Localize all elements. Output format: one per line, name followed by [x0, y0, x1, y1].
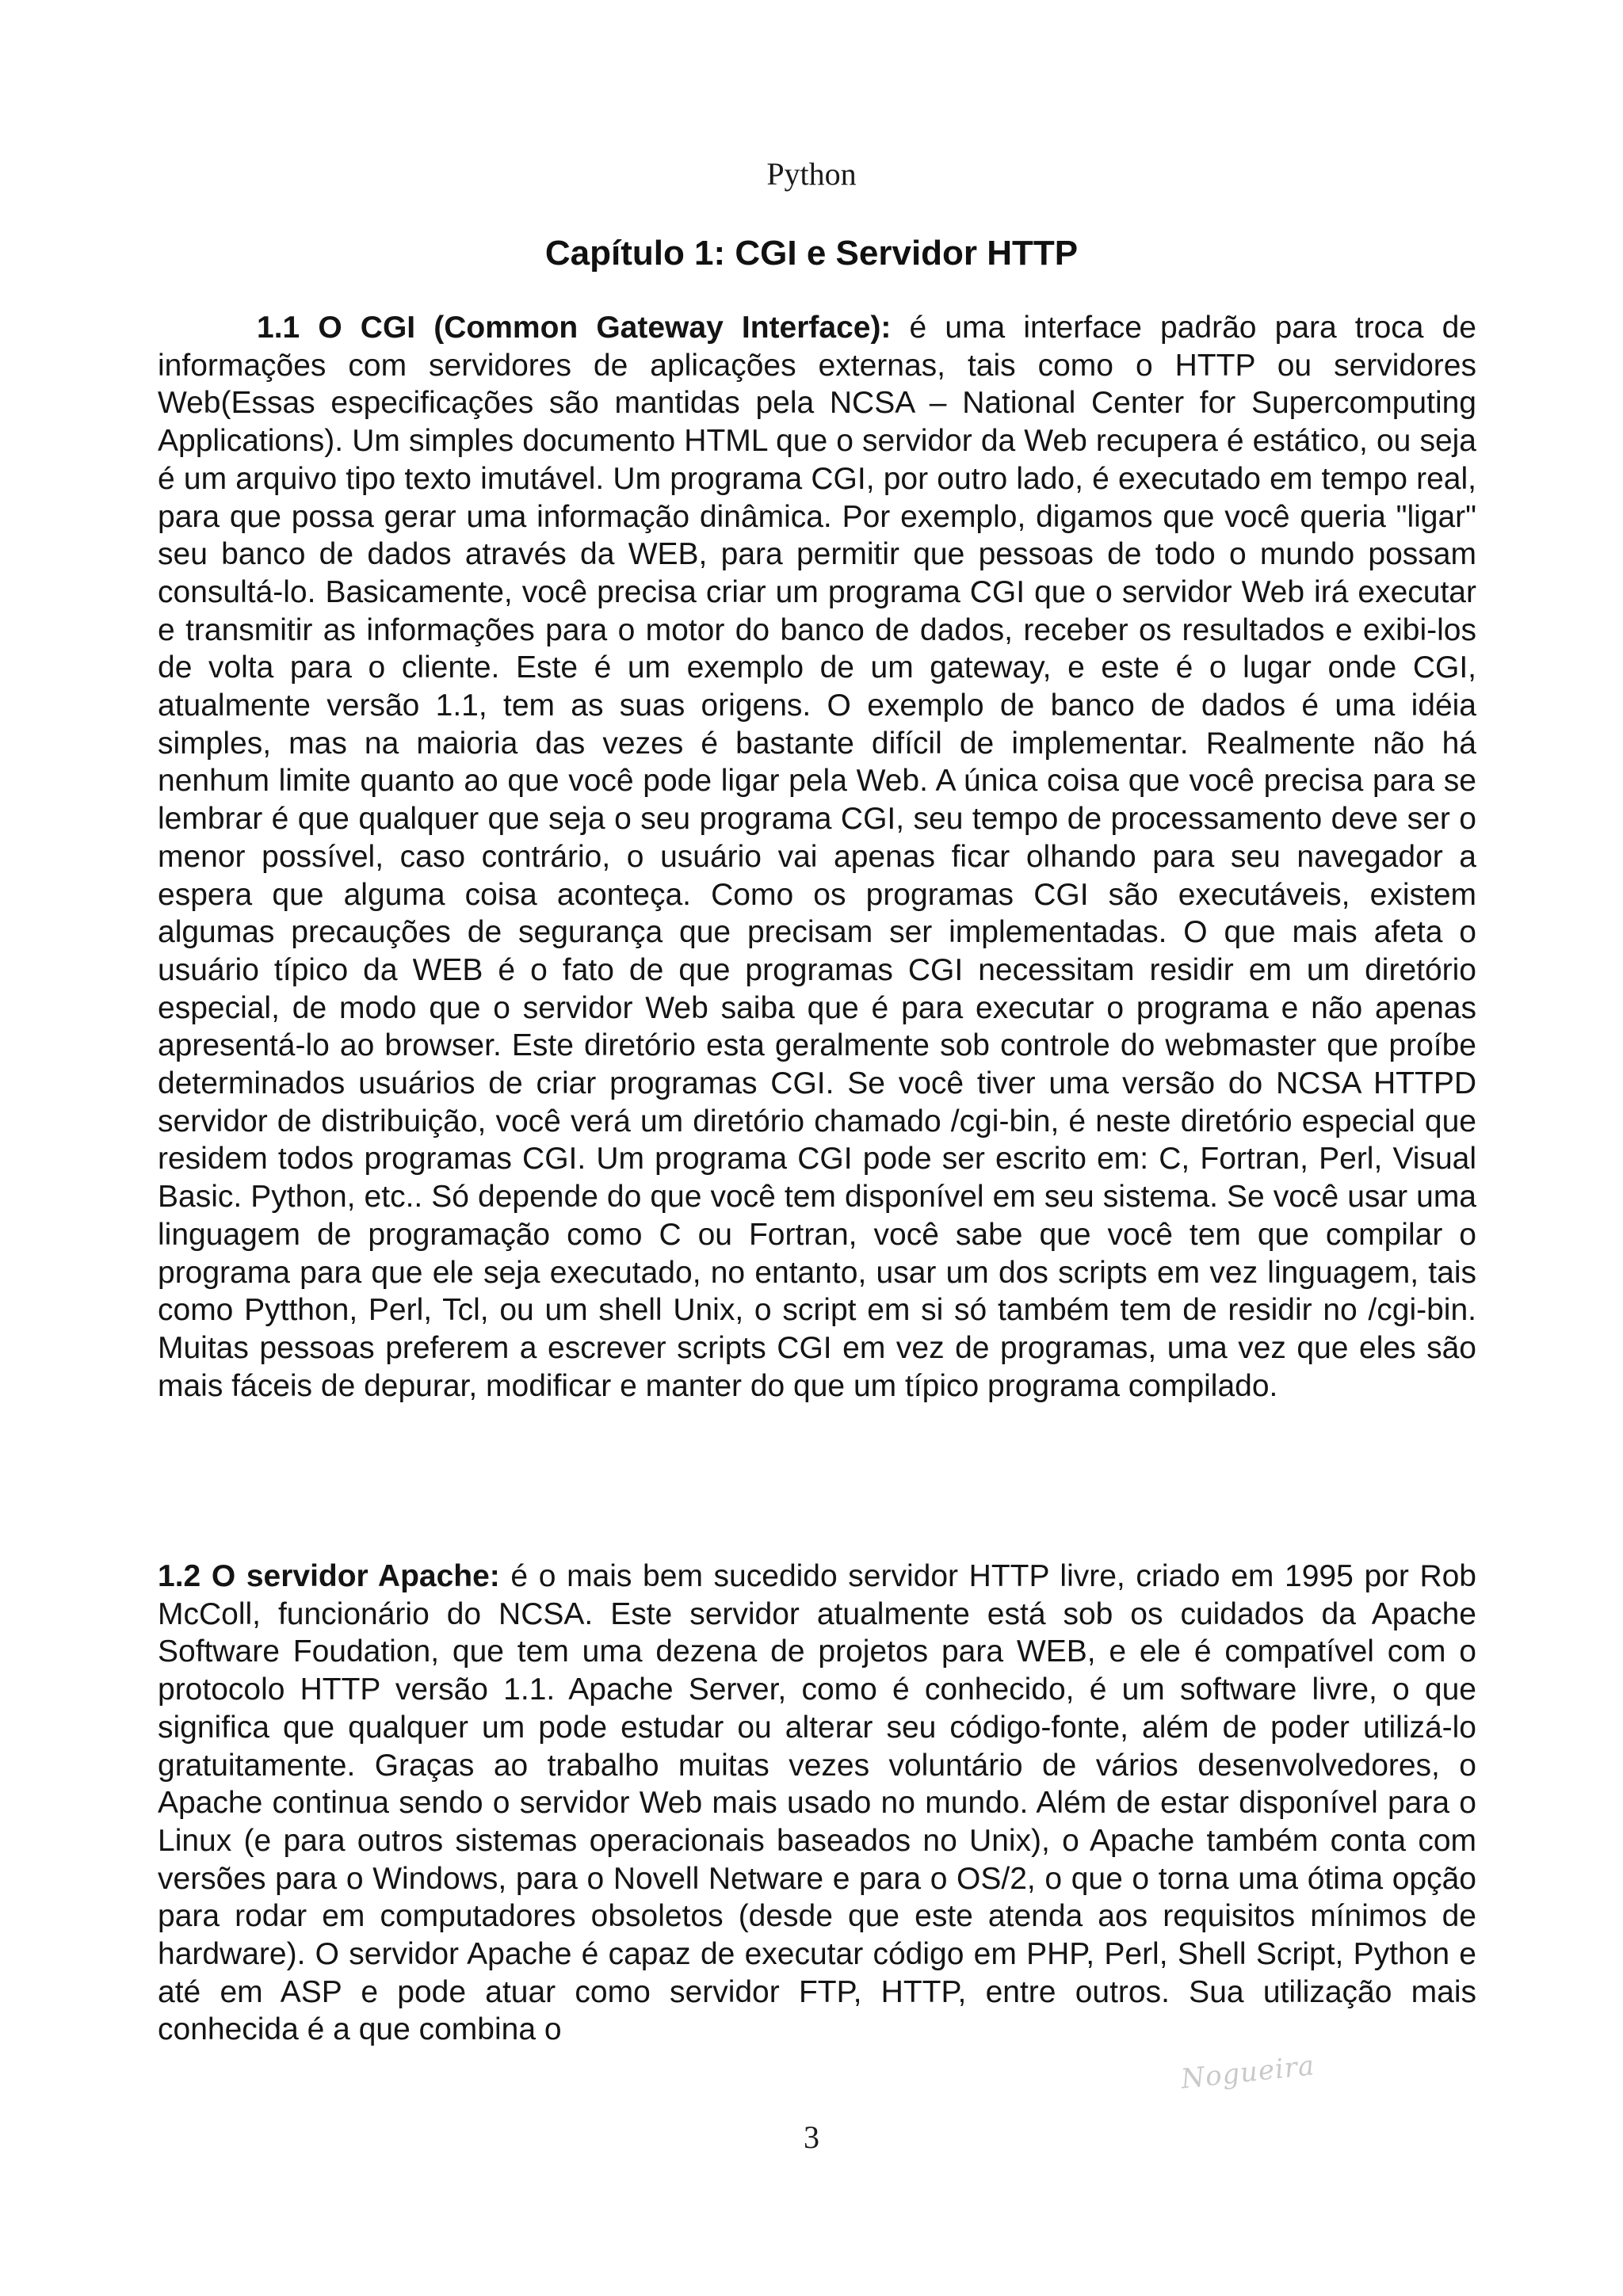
section-cgi-text: é uma interface padrão para troca de informações com servidores de aplicações externas, tais como o HTTP ou servidores Web(Essas especificações são mantidas pela NCSA – National Center for Supercomputing Applications). Um simples documento HTML que o servidor da Web recupera é estático, ou seja é um arquivo tipo texto imutável. Um programa CGI, por outro lado, é executado em tempo real, para que possa gerar uma informação dinâmica. Por exemplo, digamos que você queria "ligar" seu banco de dados através da WEB, para permitir que pessoas de todo o mundo possam consultá-lo. Basicamente, você precisa criar um programa CGI que o servidor Web irá executar e transmitir as informações para o motor do banco de dados, receber os resultados e exibi-los de volta para o cliente. Este é um exemplo de um gateway, e este é o lugar onde CGI, atualmente versão 1.1, tem as suas origens. O exemplo de banco de dados é uma idéia simples, mas na maioria das vezes é bastante difícil de implementar. Realmente não há nenhum limite quanto ao que você pode ligar pela Web. A única coisa que você precisa para se lembrar é que qualquer que seja o seu programa CGI, seu tempo de processamento deve ser o menor possível, caso contrário, o usuário vai apenas ficar olhando para seu navegador a espera que alguma coisa aconteça. Como os programas CGI são executáveis, existem algumas precauções de segurança que precisam ser implementadas. O que mais afeta o usuário típico da WEB é o fato de que programas CGI necessitam residir em um diretório especial, de modo que o servidor Web saiba que é para executar o programa e não apenas apresentá-lo ao browser. Este diretório esta geralmente sob controle do webmaster que proíbe determinados usuários de criar programas CGI. Se você tiver uma versão do NCSA HTTPD servidor de distribuição, você verá um diretório chamado /cgi-bin, é neste diretório especial que residem todos programas CGI. Um programa CGI pode ser escrito em: C, Fortran, Perl, Visual Basic. Python, etc.. Só depende do que você tem disponível em seu sistema. Se você usar uma linguagem de programação como C ou Fortran, você sabe que você tem que compilar o programa para que ele seja executado, no entanto, usar um dos scripts em vez linguagem, tais como Pytthon, Perl, Tcl, ou um shell Unix, o script em si só também tem de residir no /cgi-bin. Muitas pessoas preferem a escrever scripts CGI em vez de programas, uma vez que eles são mais fáceis de depurar, modificar e manter do que um típico programa compilado. [158, 311, 1476, 1403]
section-cgi [158, 309, 1476, 1405]
chapter-title: Capítulo 1: CGI e Servidor HTTP [544, 234, 1079, 273]
running-header: Python [766, 156, 857, 192]
section-apache-text: é o mais bem sucedido servidor HTTP livre, criado em 1995 por Rob McColl, funcionário do NCSA. Este servidor atualmente está sob os cuidados da Apache Software Foudation, que tem uma dezena de projetos para WEB, e ele é compatível com o protocolo HTTP versão 1.1. Apache Server, como é conhecido, é um software livre, o que significa que qualquer um pode estudar ou alterar seu código-fonte, além de poder utilizá-lo gratuitamente. Graças ao trabalho muitas vezes voluntário de vários desenvolvedores, o Apache continua sendo o servidor Web mais usado no mundo. Além de estar disponível para o Linux (e para outros sistemas operacionais baseados no Unix), o Apache também conta com versões para o Windows, para o Novell Netware e para o OS/2, o que o torna uma ótima opção para rodar em computadores obsoletos (desde que este atenda aos requisitos mínimos de hardware). O servidor Apache é capaz de executar código em PHP, Perl, Shell Script, Python e até em ASP e pode atuar como servidor FTP, HTTP, entre outros. Sua utilização mais conhecida é a que combina o [158, 1559, 1476, 2047]
section-apache [158, 1558, 1476, 2049]
signature-watermark: Nogueira [1179, 2050, 1317, 2096]
section-cgi-paragraph [158, 309, 1476, 1405]
page-number: 3 [804, 2119, 819, 2155]
section-apache-paragraph [158, 1558, 1476, 2049]
section-apache-heading: 1.2 O servidor Apache: [158, 1559, 500, 1593]
section-cgi-heading: 1.1 O CGI (Common Gateway Interface): [257, 311, 892, 345]
